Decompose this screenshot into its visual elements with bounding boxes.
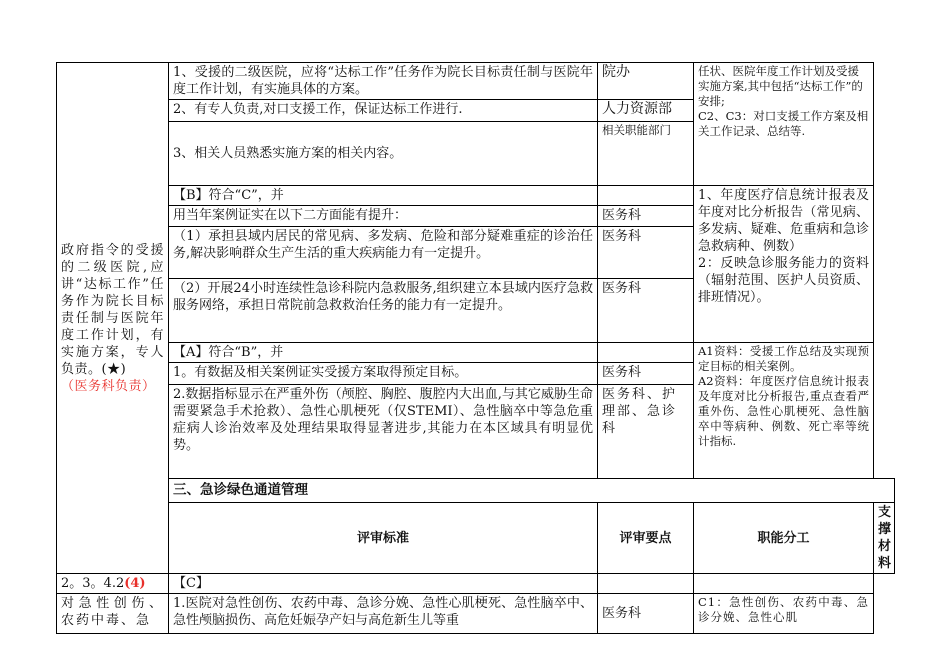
document-page [56,62,895,634]
dept-cell: 人力资源部 [598,100,694,122]
evaluation-table [56,62,895,634]
section-title: 三、急诊绿色通道管理 [169,479,895,503]
table-row [57,343,895,363]
review-point: 1、受援的二级医院，应将“达标工作”任务作为院长目标责任制与医院年度工作计划，有实施具体的方案。 [169,63,598,100]
dept-cell [598,186,694,206]
dept-cell: 相关职能部门 [598,122,694,186]
support-material: A1资料：受援工作总结及实现预定目标的相关案例。 A2资料：年度医疗信息统计报表及年度对比分析报告,重点查看严重外伤、急性心肌梗死、急性脑卒中等病种、例数、死亡率等统计指标. [694,343,874,479]
dept-cell [598,574,694,594]
dept-cell: 医务科 [598,206,694,227]
support-material: 1、年度医疗信息统计报表及年度对比分析报告（常见病、多发病、疑难、危重病和急诊急救病种、例数） 2：反映急诊服务能力的资料（辐射范围、医护人员资质、排班情况）。 [694,186,874,343]
dept-cell: 院办 [598,63,694,100]
review-point: 1.医院对急性创伤、农药中毒、急诊分娩、急性心肌梗死、急性脑卒中、急性颅脑损伤、高危妊娠孕产妇与高危新生儿等重 [169,594,598,634]
review-point: 2.数据指标显示在严重外伤（颅腔、胸腔、腹腔内大出血,与其它威胁生命需要紧急手术抢救）、急性心肌梗死（仅STEMI）、急性脑卒中等急危重症病人诊治效率及处理结果取得显著进步,其能力在本区域具有明显优势。 [169,385,598,479]
support-material [694,574,874,594]
dept-cell: 医务科 [598,227,694,279]
table-row [57,186,895,206]
review-point: （2）开展24小时连续性急诊科院内急救服务,组织建立本县域内医疗急救服务网络，承担日常院前急救救治任务的能力有一定提升。 [169,279,598,343]
table-row [57,594,895,634]
header-dept: 职能分工 [694,503,874,574]
support-material: C1：急性创伤、农药中毒、急诊分娩、急性心肌 [694,594,874,634]
dept-cell: 医务科 [598,279,694,343]
review-point: （1）承担县域内居民的常见病、多发病、危险和部分疑难重症的诊治任务,解决影响群众生产生活的重大疾病能力有一定提升。 [169,227,598,279]
review-point: 用当年案例证实在以下二方面能有提升： [169,206,598,227]
table-row [57,574,895,594]
dept-cell [598,343,694,363]
review-point: 2、有专人负责,对口支援工作，保证达标工作进行. [169,100,598,122]
level-c-header: 【C】 [169,574,598,594]
header-material: 支撑材料 [874,503,895,574]
responsible-dept-note: （医务科负责） [61,378,156,394]
support-material: 任状、医院年度工作计划及受援实施方案,其中包括“达标工作”的安排; C2、C3：对口支援工作方案及相关工作记录、总结等. [694,63,874,186]
standard-description-cell [57,63,169,574]
standard-description: 对急性创伤、农药中毒、急 [57,594,169,634]
level-b-header: 【B】符合“C”，并 [169,186,598,206]
review-point: 3、相关人员熟悉实施方案的相关内容。 [169,122,598,186]
review-point: 1。有数据及相关案例证实受援方案取得预定目标。 [169,363,598,385]
standard-number-suffix: (4) [124,576,146,591]
level-a-header: 【A】符合“B”，并 [169,343,598,363]
dept-cell: 医务科、护理部、急诊科 [598,385,694,479]
standard-description: 政府指令的受援的二级医院,应讲“达标工作”任务作为院长目标责任制与医院年度工作计划，有实施方案，专人负责。(★) [61,242,164,377]
standard-number: 2。3。4.2 [61,576,125,591]
header-point: 评审要点 [598,503,694,574]
table-row [57,479,895,503]
standard-number-cell [57,574,169,594]
dept-cell: 医务科 [598,594,694,634]
dept-cell: 医务科 [598,363,694,385]
table-row [57,63,895,100]
header-standard: 评审标准 [169,503,598,574]
header-row [57,503,895,574]
